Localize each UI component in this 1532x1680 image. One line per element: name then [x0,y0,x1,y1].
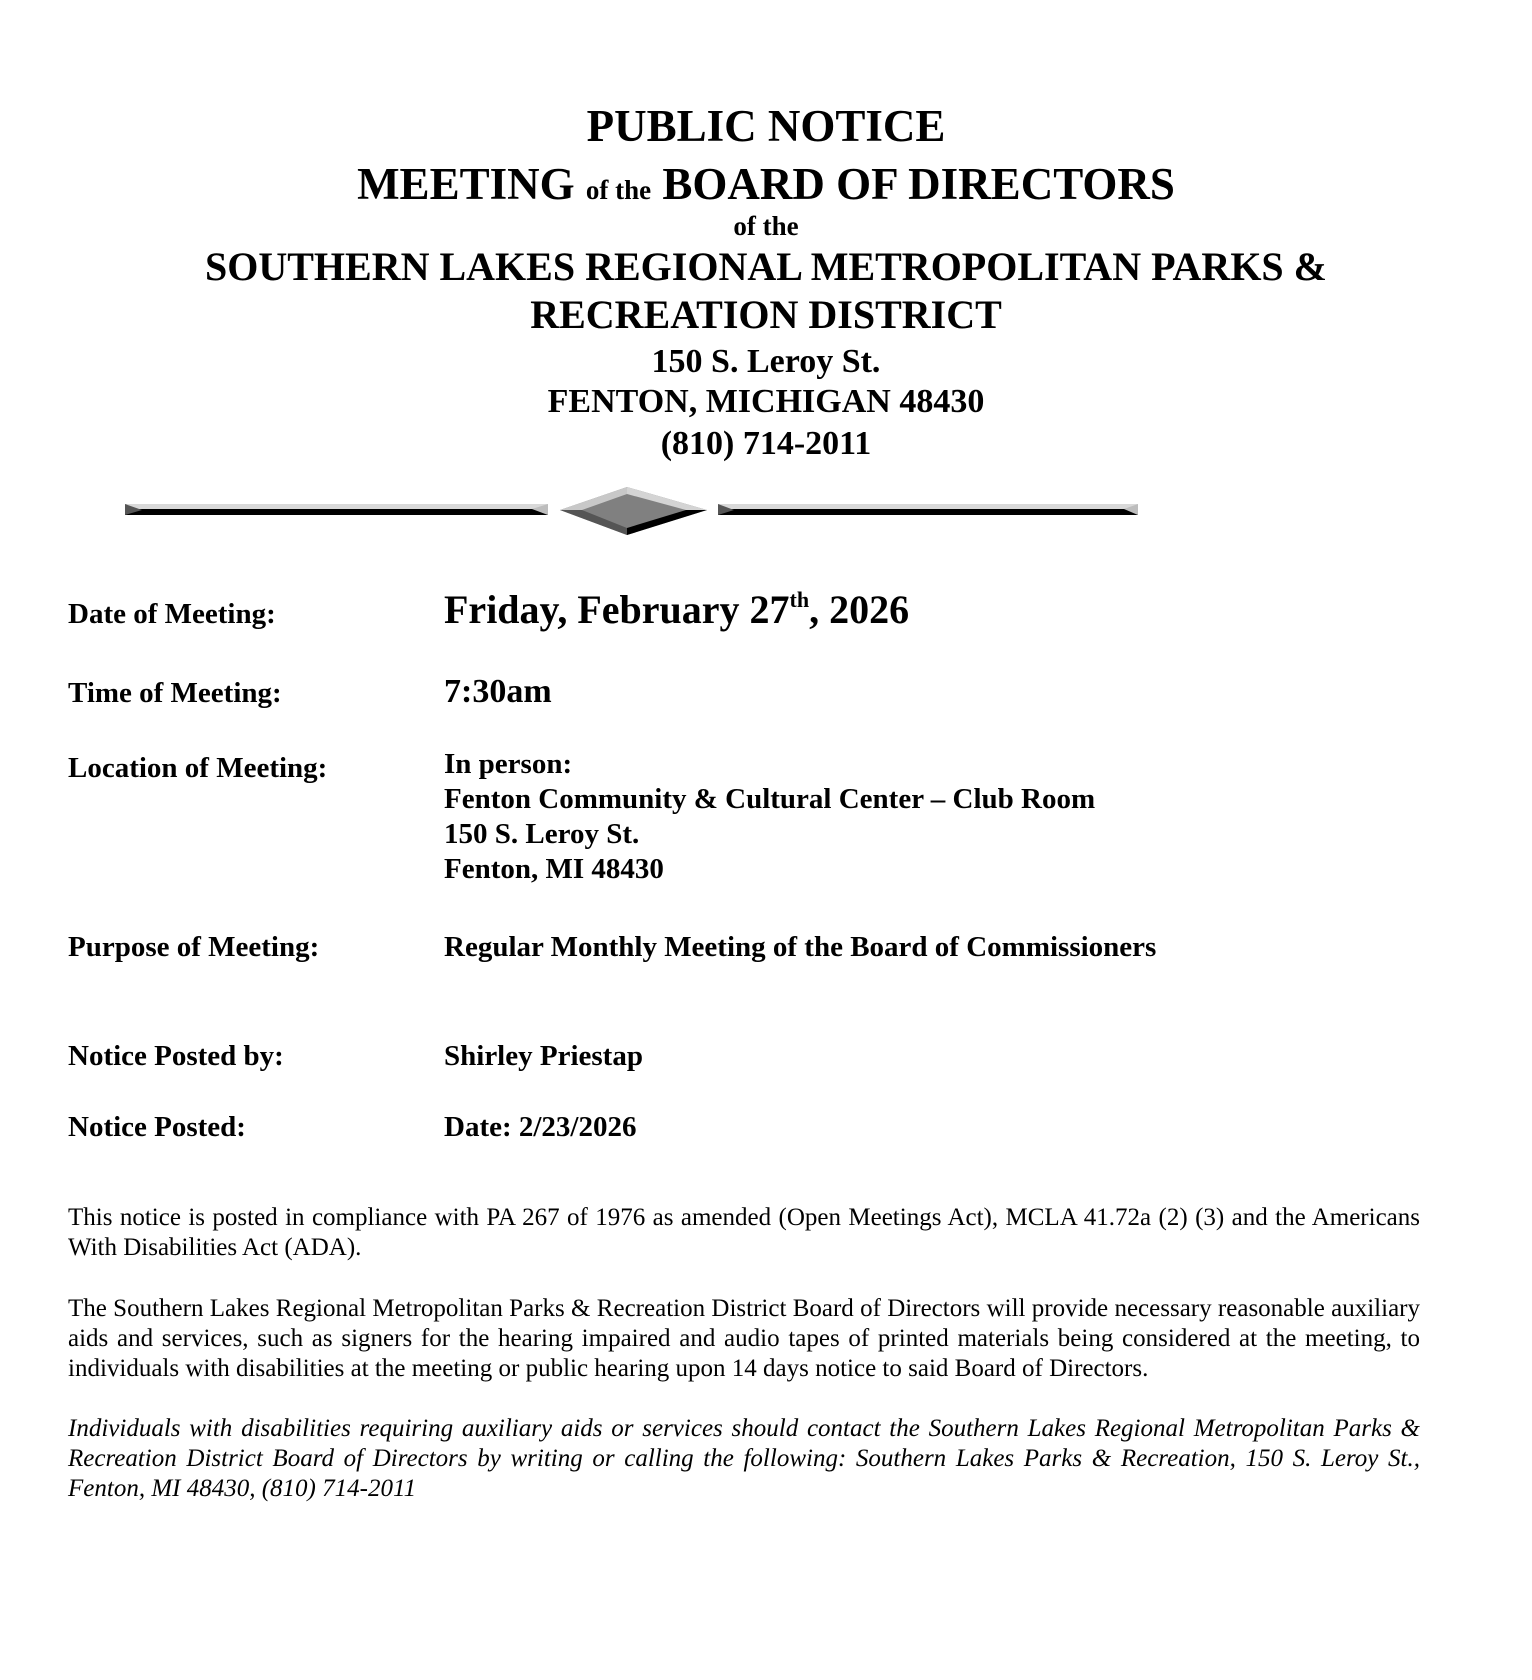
meeting-board: BOARD OF DIRECTORS [662,159,1175,209]
divider-diamond [560,487,707,535]
time-of-meeting-value: 7:30am [444,673,552,710]
purpose-of-meeting-label: Purpose of Meeting: [68,931,320,963]
date-of-meeting-label: Date of Meeting: [68,598,276,630]
header-address: 150 S. Leroy St. [651,343,881,380]
purpose-of-meeting-value: Regular Monthly Meeting of the Board of Commissioners [444,931,1157,963]
notice-posted-label: Notice Posted: [68,1111,246,1143]
date-year: , 2026 [809,587,910,632]
contact-paragraph: Individuals with disabilities requiring auxiliary aids or services should contact the Southern Lakes Regional Metropolitan Parks & Recreation District Board of Directors by writing or calling the following: Southern Lakes Parks & Recreation, 150 S. Leroy St., Fenton, MI 48430, (810) 714-2011 [68,1415,1420,1502]
meeting-word: MEETING [357,159,575,209]
time-of-meeting-label: Time of Meeting: [68,677,282,709]
organization-name-line-1: SOUTHERN LAKES REGIONAL METROPOLITAN PARKS & [204,244,1327,289]
notice-posted-by-value: Shirley Priestap [444,1040,643,1072]
date-main: Friday, February 27 [444,587,790,632]
location-line: Fenton, MI 48430 [444,853,664,885]
diamond-divider-icon [120,484,1140,540]
meeting-heading [0,159,1532,209]
location-of-meeting-value [444,747,1095,887]
header-phone: (810) 714-2011 [660,425,872,462]
date-of-meeting-value [444,587,910,632]
date-ordinal-suffix: th [789,587,810,612]
header-city-state-zip: FENTON, MICHIGAN 48430 [547,383,985,420]
notice-posted-by-label: Notice Posted by: [68,1040,284,1072]
location-line: In person: [444,748,573,780]
divider-right-bar [718,504,1138,515]
notice-posted-date: Date: 2/23/2026 [444,1111,637,1143]
notice-title: PUBLIC NOTICE [586,101,946,151]
compliance-paragraph: This notice is posted in compliance with PA 267 of 1976 as amended (Open Meetings Act), MCLA 41.72a (2) (3) and the Americans With Disabilities Act (ADA). [68,1204,1420,1261]
organization-name-line-2: RECREATION DISTRICT [530,292,1002,337]
location-of-meeting-label: Location of Meeting: [68,752,328,784]
meeting-of-the: of the [585,175,652,205]
location-line: 150 S. Leroy St. [444,818,640,850]
of-the-line: of the [733,211,799,241]
divider-left-bar [125,504,548,515]
accommodations-paragraph: The Southern Lakes Regional Metropolitan Parks & Recreation District Board of Directors will provide necessary reasonable auxiliary aids and services, such as signers for the hearing impaired and audio tapes of printed materials being considered at the meeting, to individuals with disabilities at the meeting or public hearing upon 14 days notice to said Board of Directors. [68,1295,1420,1382]
location-line: Fenton Community & Cultural Center – Club Room [444,783,1096,815]
